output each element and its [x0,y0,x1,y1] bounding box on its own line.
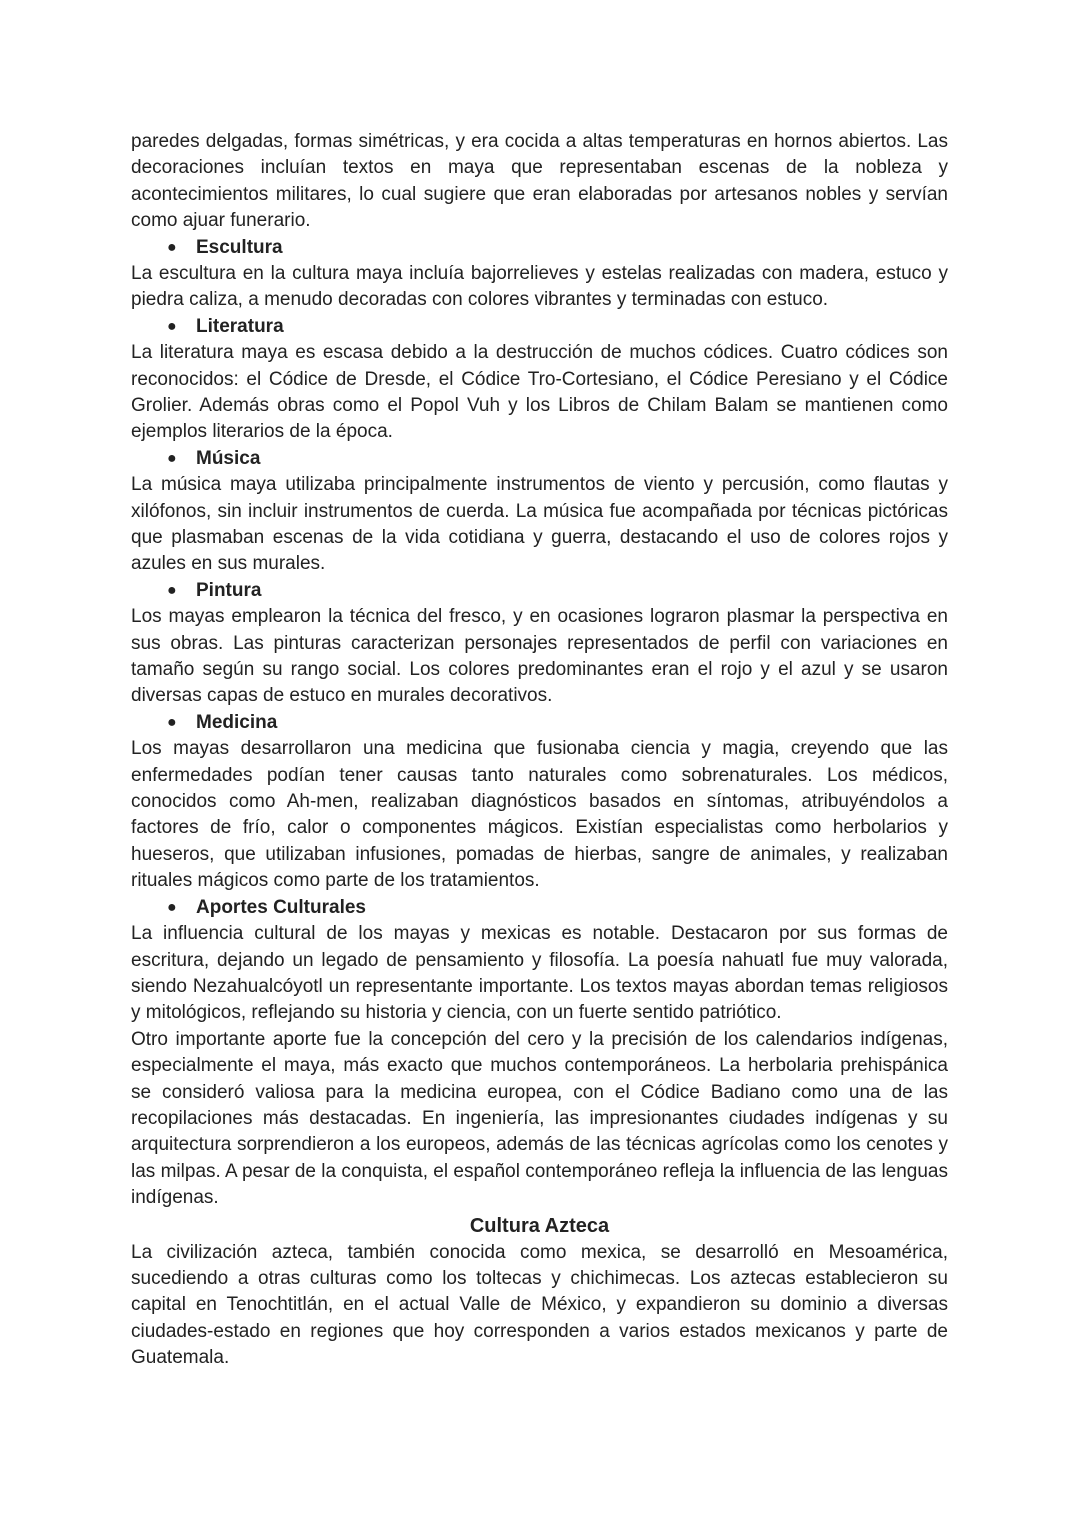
section-text-medicina: Los mayas desarrollaron una medicina que fusionaba ciencia y magia, creyendo que las enfermedades podían tener causas tanto naturales como sobrenaturales. Los médicos, conocidos como Ah-men, realizaban diagnósticos basados en síntomas, atribuyéndolos a factores de frío, calor o componentes mágicos. Existían especialistas como herbolarios y hueseros, que utilizaban infusiones, pomadas de hierbas, sangre de animales, y realizaban rituales mágicos como parte de los tratamientos. [131,738,948,892]
section-heading-pintura [131,578,948,604]
section-heading-label: Aportes Culturales [196,896,366,918]
section-heading-musica [131,446,948,472]
intro-paragraph: paredes delgadas, formas simétricas, y era cocida a altas temperaturas en hornos abiertos. Las decoraciones incluían textos en maya que representaban escenas de la nobleza y acontecimientos militares, lo cual sugiere que eran elaboradas por artesanos nobles y servían como ajuar funerario. [131,131,948,232]
bullet-icon: ● [167,581,177,599]
document-page [131,129,948,1372]
section-heading-label: Literatura [196,315,284,337]
section-heading-label: Música [196,447,261,469]
section-text-pintura: Los mayas emplearon la técnica del fresco, y en ocasiones lograron plasmar la perspectiva en sus obras. Las pinturas caracterizan personajes representados de perfil con variaciones en tamaño según su rango social. Los colores predominantes eran el rojo y el azul y se usaron diversas capas de estuco en murales decorativos. [131,606,948,707]
section-text-aportes-culturales-2: Otro importante aporte fue la concepción del cero y la precisión de los calendarios indígenas, especialmente el maya, más exacto que muchos contemporáneos. La herbolaria prehispánica se consideró valiosa para la medicina europea, con el Códice Badiano como una de las recopilaciones más destacadas. En ingeniería, las impresionantes ciudades indígenas y su arquitectura sorprendieron a los europeos, además de las técnicas agrícolas como los cenotes y las milpas. A pesar de la conquista, el español contemporáneo refleja la influencia de las lenguas indígenas. [131,1028,948,1209]
section-text-escultura: La escultura en la cultura maya incluía bajorrelieves y estelas realizadas con madera, estuco y piedra caliza, a menudo decoradas con colores vibrantes y terminadas con estuco. [131,263,948,311]
bullet-icon: ● [167,449,177,467]
bullet-icon: ● [167,713,177,731]
section-heading-label: Pintura [196,579,262,601]
section-heading-medicina [131,710,948,736]
title-cultura-azteca: Cultura Azteca [469,1214,610,1237]
azteca-paragraph: La civilización azteca, también conocida como mexica, se desarrolló en Mesoamérica, sucediendo a otras culturas como los toltecas y chichimecas. Los aztecas establecieron su capital en Tenochtitlán, en el actual Valle de México, y expandieron su dominio a diversas ciudades-estado en regiones que hoy corresponden a varios estados mexicanos y parte de Guatemala. [131,1241,948,1369]
section-text-literatura: La literatura maya es escasa debido a la destrucción de muchos códices. Cuatro códices son reconocidos: el Códice de Dresde, el Códice Tro-Cortesiano, el Códice Peresiano y el Códice Grolier. Además obras como el Popol Vuh y los Libros de Chilam Balam se mantienen como ejemplos literarios de la época. [131,342,948,443]
section-text-musica: La música maya utilizaba principalmente instrumentos de viento y percusión, como flautas y xilófonos, sin incluir instrumentos de cuerda. La música fue acompañada por técnicas pictóricas que plasmaban escenas de la vida cotidiana y guerra, destacando el uso de colores rojos y azules en sus murales. [131,474,948,575]
section-heading-literatura [131,314,948,340]
section-text-aportes-culturales: La influencia cultural de los mayas y mexicas es notable. Destacaron por sus formas de escritura, dejando un legado de pensamiento y filosofía. La poesía nahuatl fue muy valorada, siendo Nezahualcóyotl un representante importante. Los textos mayas abordan temas religiosos y mitológicos, reflejando su historia y ciencia, con un fuerte sentido patriótico. [131,923,948,1024]
section-heading-label: Medicina [196,711,278,733]
bullet-icon: ● [167,317,177,335]
section-heading-label: Escultura [196,236,283,258]
bullet-icon: ● [167,238,177,256]
bullet-icon: ● [167,898,177,916]
section-heading-aportes-culturales [131,895,948,921]
section-heading-escultura [131,235,948,261]
